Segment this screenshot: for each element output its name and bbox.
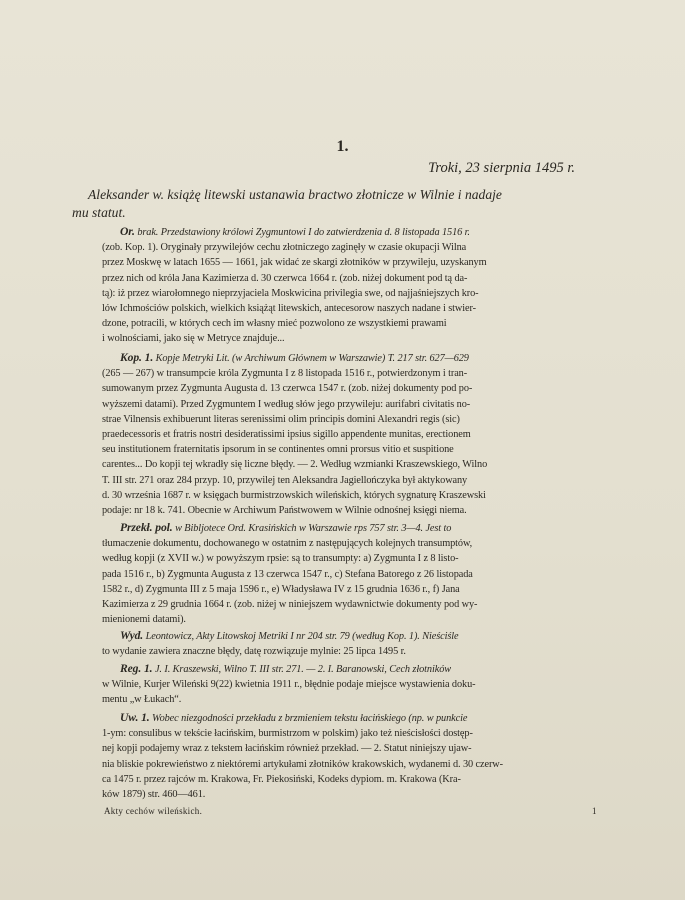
paragraph-line: carentes... Do kopji tej wkradły się liczne błędy. — 2. Według wzmianki Kraszewskiego, Wilno [102,459,488,471]
paragraph-line: T. III str. 271 oraz 284 przyp. 10, przywilej ten Aleksandra Jagiellończyka był aktykowany [102,474,468,486]
section-label: Przekł. pol. [120,521,173,534]
paragraph-line: ków 1879) str. 460—461. [102,789,206,801]
page-number: 1 [592,806,597,816]
paragraph-line: sumowanym przez Zygmunta Augusta d. 13 czerwca 1547 r. (zob. niżej dokumenty pod po- [102,383,473,395]
page-footer: Akty cechów wileńskich. [104,806,203,816]
paragraph-line: Uw. 1. Wobec niezgodności przekładu z brzmieniem tekstu łacińskiego (np. w punkcie [120,711,468,724]
paragraph-line: pada 1516 r., b) Zygmunta Augusta z 13 czerwca 1547 r., c) Stefana Batorego z 26 listopada [102,568,473,580]
paragraph-line: nia bliskie pokrewieństwo z niektóremi artykułami złotników krakowskich, wydanemi d. 30 czerw- [102,758,503,770]
paragraph-line: tłumaczenie dokumentu, dochowanego w ostatnim z następujących kolejnych transumptów, [102,538,473,550]
summary-line: Aleksander w. książę litewski ustanawia bractwo złotnicze w Wilnie i nadaje [88,187,502,202]
paragraph-line: Reg. 1. J. I. Kraszewski, Wilno T. III str. 271. — 2. I. Baranowski, Cech złotników [120,662,452,675]
paragraph-line: dzone, potracili, w których cech im własny mieć pozwolono ze wszystkiemi prawami [102,318,447,330]
section-label: Or. [120,225,135,238]
paragraph-line: wyższemi datami). Przed Zygmuntem I według słów jego przywileju: aurifabri civitatis no- [102,398,471,410]
paragraph-line: przez nich od króla Jana Kazimierza d. 30 czerwca 1664 r. (zob. niżej dokument pod tą da- [102,272,468,284]
paragraph-original [102,224,614,347]
paragraph-line: mentu „w Łukach“. [102,694,182,706]
paragraph-line: Kazimierza z 29 grudnia 1664 r. (zob. niżej w niniejszem wydawnictwie dokumenty pod wy- [102,599,478,611]
paragraph-line: seu institutionem fraternitatis ipsorum in se continentes omni prorsus vitio et suspitione [102,444,454,456]
place-date: Troki, 23 sierpnia 1495 r. [428,160,575,176]
paragraph-translation [102,520,614,627]
paragraph-line: nej kopji podajemy wraz z tekstem łacińskim również przekład. — 2. Statut niniejszy ujaw- [102,743,472,755]
paragraph-line: praedecessoris et fratris nostri desideratissimi ipsius sigillo appendente munitas, erectionem [102,429,471,441]
section-label: Uw. 1. [120,711,150,724]
paragraph-line: lów Ichmościów polskich, wielkich książąt litewskich, antecesorow naszych nadane i stwier- [102,303,476,315]
paragraph-line: Przekł. pol. w Bibljotece Ord. Krasińskich w Warszawie rps 757 str. 3—4. Jest to [120,521,452,534]
summary-line: mu statut. [72,205,126,220]
paragraph-line: d. 30 września 1687 r. w księgach burmistrzowskich wileńskich, których sygnaturę Kraszewski [102,489,486,501]
paragraph-line: podaje: nr 18 k. 741. Obecnie w Archiwum Państwowem w Wilnie odnośnej księgi niema. [102,505,467,517]
paragraph-line: tą): iż przez wiarołomnego nieprzyjaciela Moskwicina privilegia swe, od najjaśniejszych kro- [102,287,479,299]
paragraph-editions [102,628,614,659]
paragraph-line: ca 1475 r. przez rajców m. Krakowa, Fr. Piekosiński, Kodeks dypiom. m. Krakowa (Kra- [102,773,461,785]
paragraph-line: 1582 r., d) Zygmunta III z 5 maja 1596 r., e) Władysława IV z 15 grudnia 1636 r., f) Jana [102,583,460,595]
paragraph-line: w Wilnie, Kurjer Wileński 9(22) kwietnia 1911 r., błędnie podaje miejsce wystawienia doku- [102,679,476,691]
paragraph-line: (265 — 267) w transumpcie króla Zygmunta I z 8 listopada 1516 r., potwierdzonym i tran- [102,368,468,380]
paragraph-line: 1-ym: consulibus w tekście łacińskim, burmistrzom w polskim) jako też nieścisłości dostęp- [102,728,473,740]
paragraph-line: to wydanie zawiera znaczne błędy, datę rozwiązuje mylnie: 25 lipca 1495 r. [102,646,406,658]
section-label: Kop. 1. [120,351,154,364]
paragraph-line: przez Moskwę w latach 1655 — 1661, jak widać ze skargi złotników w przywileju, uzyskanym [102,257,487,269]
paragraph-copies [102,350,614,518]
section-label: Wyd. [120,629,144,642]
paragraph-line: Wyd. Leontowicz, Akty Litowskoj Metriki I nr 204 str. 79 (według Kop. 1). Nieściśle [120,629,459,642]
paragraph-line: (zob. Kop. 1). Oryginały przywilejów cechu złotniczego zaginęły w czasie okupacji Wilna [102,242,467,254]
paragraph-line: Or. brak. Przedstawiony królowi Zygmuntowi I do zatwierdzenia d. 8 listopada 1516 r. [120,225,470,238]
paragraph-line: strae Vilnensis exhibuerunt literas serenissimi olim principis domini Alexandri regis (sic) [102,413,460,425]
document-summary [72,186,608,222]
paragraph-line: i wolnościami, jako się w Metryce znajduje... [102,333,285,345]
paragraph-regests [102,661,614,708]
paragraph-line: mienionemi datami). [102,614,186,626]
document-number: 1. [336,138,349,155]
paragraph-line: według kopji (z XVII w.) w powyższym rpsie: są to transumpty: a) Zygmunta I z 8 listo- [102,553,459,565]
paragraph-remarks [102,710,614,802]
section-label: Reg. 1. [120,662,153,675]
paragraph-line: Kop. 1. Kopje Metryki Lit. (w Archiwum Głównem w Warszawie) T. 217 str. 627—629 [120,351,469,364]
